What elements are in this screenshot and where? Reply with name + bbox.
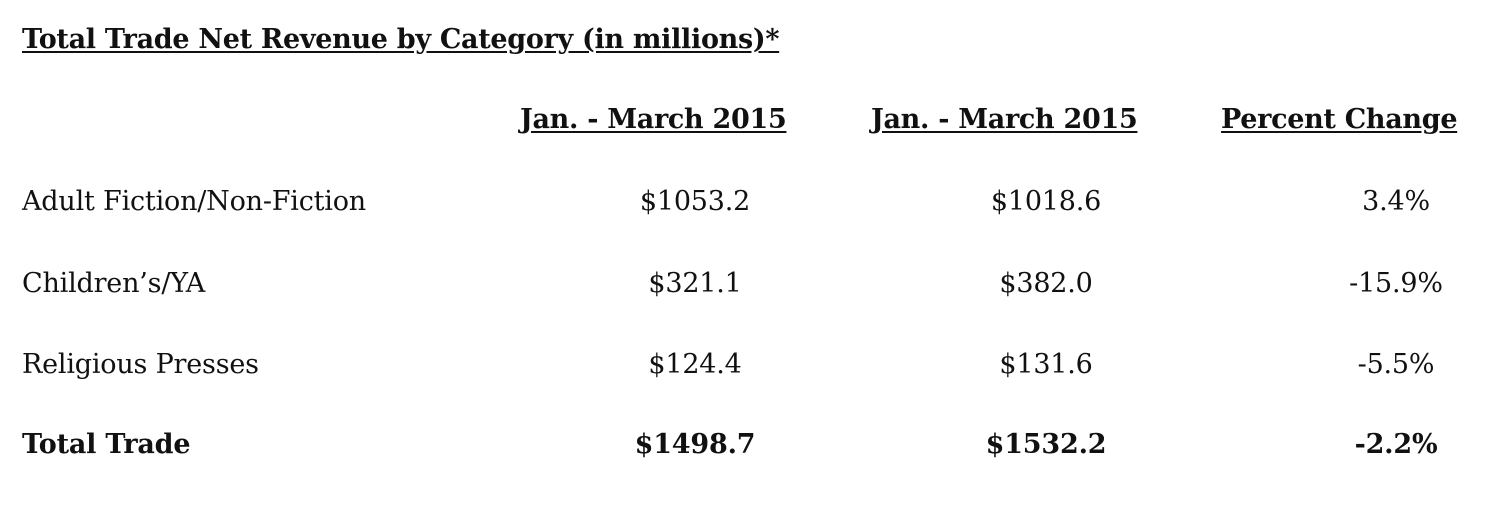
row-value-period-2: $1018.6 bbox=[990, 186, 1102, 217]
total-percent-change: -2.2% bbox=[1354, 429, 1438, 460]
table-row bbox=[0, 268, 1511, 308]
row-value-period-1: $321.1 bbox=[648, 268, 742, 299]
column-header-period-2: Jan. - March 2015 bbox=[871, 104, 1138, 135]
row-value-period-1: $1053.2 bbox=[639, 186, 751, 217]
total-value-period-1: $1498.7 bbox=[634, 429, 756, 460]
table-row bbox=[0, 186, 1511, 226]
row-category: Religious Presses bbox=[22, 349, 259, 380]
row-category: Adult Fiction/Non-Fiction bbox=[22, 186, 366, 217]
table-title: Total Trade Net Revenue by Category (in millions)* bbox=[22, 24, 780, 55]
row-value-period-2: $382.0 bbox=[999, 268, 1093, 299]
total-value-period-2: $1532.2 bbox=[985, 429, 1107, 460]
column-header-percent-change: Percent Change bbox=[1221, 104, 1458, 135]
row-percent-change: -15.9% bbox=[1349, 268, 1443, 299]
row-value-period-2: $131.6 bbox=[999, 349, 1093, 380]
row-percent-change: 3.4% bbox=[1362, 186, 1430, 217]
row-category: Children’s/YA bbox=[22, 268, 206, 299]
row-value-period-1: $124.4 bbox=[648, 349, 742, 380]
total-row bbox=[0, 429, 1511, 469]
total-category: Total Trade bbox=[22, 429, 191, 460]
row-percent-change: -5.5% bbox=[1357, 349, 1435, 380]
table-row bbox=[0, 349, 1511, 389]
column-header-period-1: Jan. - March 2015 bbox=[520, 104, 787, 135]
